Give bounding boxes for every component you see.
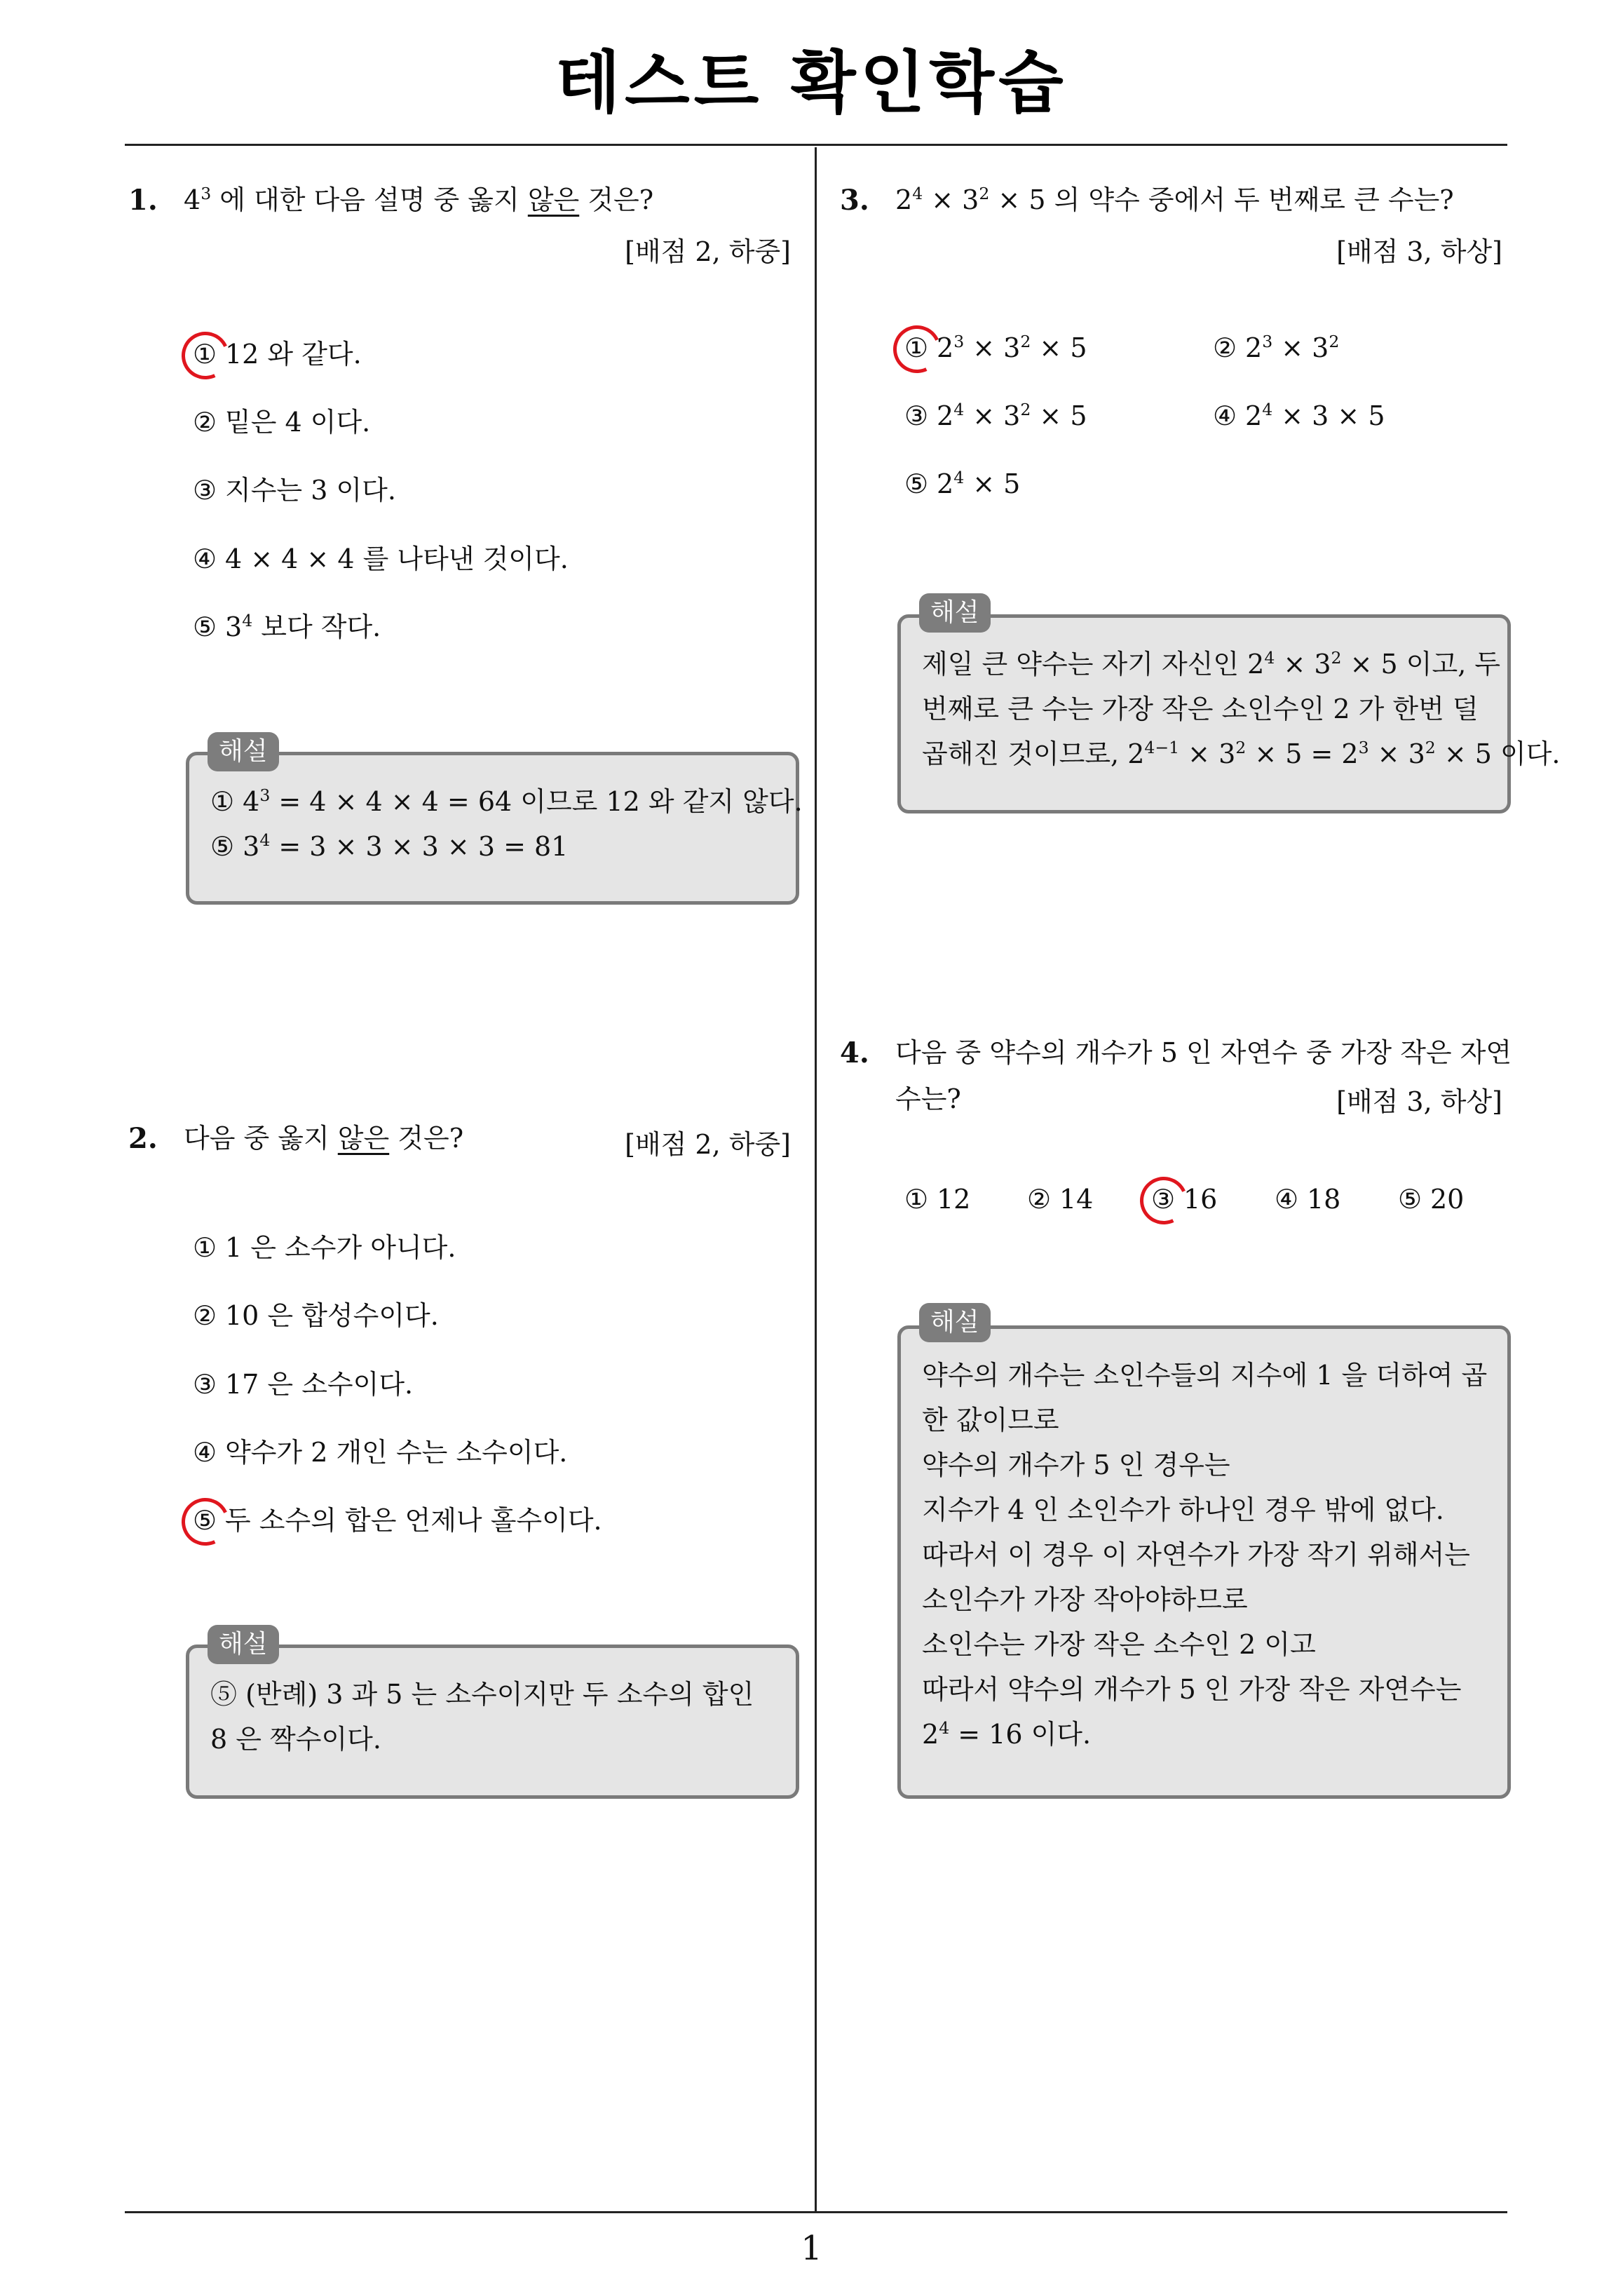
q2-choice-2[interactable]: ② 10 은 합성수이다. [193, 1300, 439, 1331]
q4-choice-1[interactable]: ① 12 [904, 1184, 971, 1215]
q1-explanation-tag: 해설 [208, 732, 279, 771]
q3-explanation-line: 곱해진 것이므로, $2^{4-1} \times 3^2 \times 5 = 2^3 \times 3^2 \times 5$ 이다. [922, 737, 1561, 769]
q2-choice-3[interactable]: ③ 17 은 소수이다. [193, 1369, 414, 1400]
q1-choice-4[interactable]: ④ 4 × 4 × 4 를 나타낸 것이다. [193, 543, 569, 574]
question-1-number: 1. [128, 184, 158, 217]
q1-explanation-line: ⑤ $3^4 = 3 \times 3 \times 3 \times 3 = 81$ [210, 830, 569, 862]
q4-explanation-line: 약수의 개수가 5 인 경우는 [922, 1450, 1230, 1480]
q2-explanation-text: ⑤ (반례) 3 과 5 는 소수이지만 두 소수의 합인 8 은 짝수이다. [210, 1679, 754, 1755]
q4-explanation-line: 따라서 이 경우 이 자연수가 가장 작기 위해서는 [922, 1539, 1471, 1570]
question-1-text: $4^3$ 에 대한 다음 설명 중 옳지 않은 것은? [184, 183, 654, 215]
q2-explanation-tag: 해설 [208, 1625, 279, 1664]
q3-explanation-line: 제일 큰 약수는 자기 자신인 $2^4 \times 3^2 \times 5$ 이고, 두 [922, 647, 1501, 680]
question-3-number: 3. [840, 184, 869, 217]
q3-choice-2[interactable]: ② $2^3 \times 3^2$ [1213, 331, 1340, 363]
page-title: 테스트 확인학습 [555, 43, 1068, 122]
question-4-number: 4. [840, 1036, 869, 1069]
q3-explanation-tag: 해설 [919, 593, 991, 633]
q1-choice-5[interactable]: ⑤ $3^4$ 보다 작다. [193, 610, 381, 642]
q4-explanation-line: $2^4 = 16$ 이다. [922, 1717, 1092, 1750]
q1-explanation-box [186, 752, 803, 905]
question-2-score: [배점 2, 하중] [625, 1129, 791, 1160]
q1-choice-1[interactable]: ① 12 와 같다. [193, 339, 362, 370]
q4-choice-2[interactable]: ② 14 [1027, 1184, 1094, 1215]
q4-explanation-line: 약수의 개수는 소인수들의 지수에 1 을 더하여 곱 [922, 1360, 1488, 1391]
q1-choice-3[interactable]: ③ 지수는 3 이다. [193, 475, 396, 506]
q4-explanation-line: 소인수는 가장 작은 소수인 2 이고 [922, 1629, 1316, 1660]
q1-choice-2[interactable]: ② 밑은 4 이다. [193, 407, 371, 438]
q2-choice-4[interactable]: ④ 약수가 2 개인 수는 소수이다. [193, 1437, 568, 1468]
question-2-text: 다음 중 옳지 않은 것은? [184, 1123, 464, 1154]
q4-explanation-tag: 해설 [919, 1303, 991, 1342]
q3-explanation-box [897, 614, 1561, 813]
top-divider [125, 144, 1507, 146]
q2-choice-1[interactable]: ① 1 은 소수가 아니다. [193, 1232, 456, 1263]
q1-explanation-line: ① $4^3 = 4 \times 4 \times 4 = 64$ 이므로 12 와 같지 않다. [210, 785, 803, 817]
question-1-score: [배점 2, 하중] [625, 236, 791, 267]
q4-explanation-line: 소인수가 가장 작아야하므로 [922, 1584, 1248, 1615]
q4-explanation-box [897, 1325, 1511, 1799]
q3-choice-4[interactable]: ④ $2^4 \times 3 \times 5$ [1213, 399, 1385, 431]
question-2-number: 2. [128, 1122, 158, 1155]
bottom-divider [125, 2211, 1507, 2213]
q2-choice-5[interactable]: ⑤ 두 소수의 합은 언제나 홀수이다. [193, 1505, 602, 1536]
q3-explanation-line: 번째로 큰 수는 가장 작은 소인수인 2 가 한번 덜 [922, 694, 1479, 724]
column-divider [815, 147, 817, 2212]
q3-choice-1[interactable]: ① $2^3 \times 3^2 \times 5$ [904, 331, 1087, 363]
q4-explanation-line: 지수가 4 인 소인수가 하나인 경우 밖에 없다. [922, 1494, 1444, 1525]
q4-choice-5[interactable]: ⑤ 20 [1398, 1184, 1465, 1215]
q2-explanation-box [186, 1645, 799, 1799]
question-3-text: $2^4 \times 3^2 \times 5$ 의 약수 중에서 두 번째로 큰 수는? [895, 183, 1454, 215]
q3-choice-3[interactable]: ③ $2^4 \times 3^2 \times 5$ [904, 399, 1087, 431]
question-4-text: 다음 중 약수의 개수가 5 인 자연수 중 가장 작은 자연 수는? [895, 1037, 1512, 1114]
question-3-score: [배점 3, 하상] [1336, 236, 1502, 267]
q3-choice-5[interactable]: ⑤ $2^4 \times 5$ [904, 467, 1021, 499]
q4-explanation-line: 따라서 약수의 개수가 5 인 가장 작은 자연수는 [922, 1674, 1462, 1705]
q4-choice-3[interactable]: ③ 16 [1151, 1184, 1218, 1215]
q4-choice-4[interactable]: ④ 18 [1275, 1184, 1341, 1215]
question-4-score: [배점 3, 하상] [1336, 1086, 1502, 1117]
page-number: 1 [801, 2229, 822, 2268]
q4-explanation-line: 한 값이므로 [922, 1405, 1059, 1436]
